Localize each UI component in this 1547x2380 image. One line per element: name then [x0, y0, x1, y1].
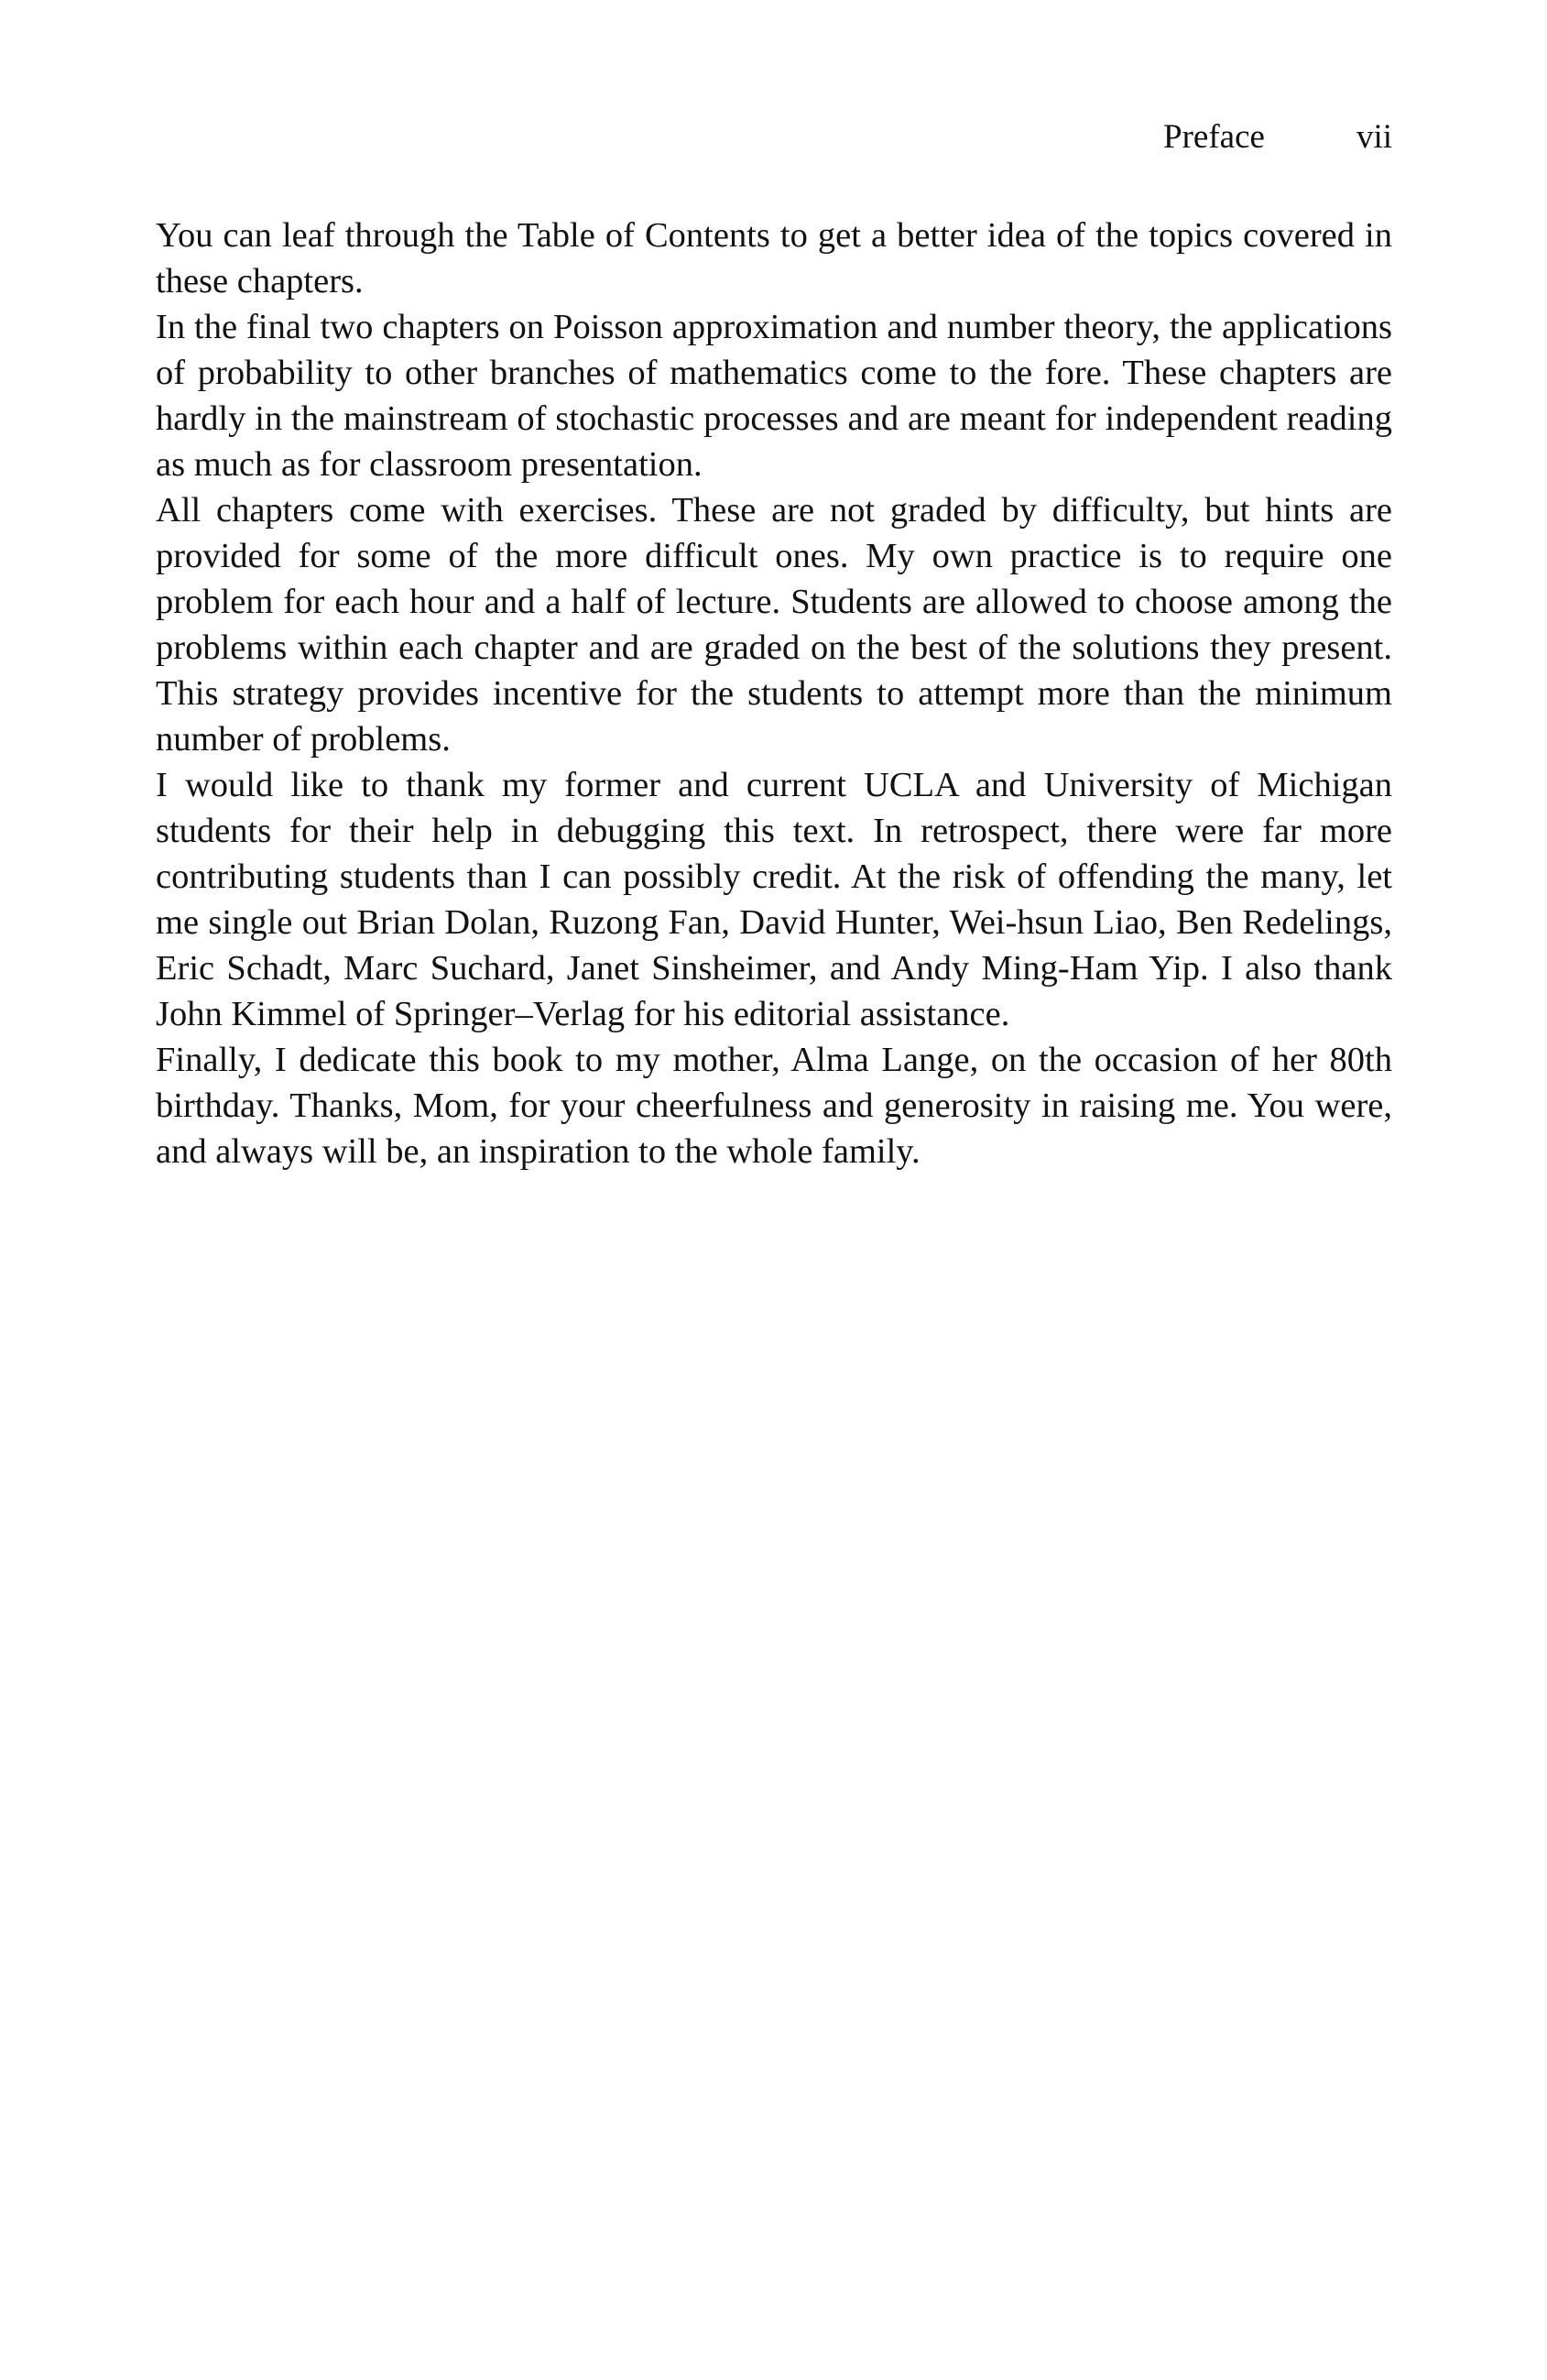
paragraph-table-of-contents: You can leaf through the Table of Contents to get a better idea of the topics covered in these chapters.	[156, 216, 1392, 300]
paragraph-final-chapters: In the final two chapters on Poisson approximation and number theory, the applications of probability to other branches of mathematics come to the fore. These chapters are hardly in the mainstream of stochastic processes and are meant for independent reading as much as for classroom presentation.	[156, 308, 1392, 484]
paragraph-exercises: All chapters come with exercises. These are not graded by difficulty, but hints are provided for some of the more difficult ones. My own practice is to require one problem for each hour and a half of lecture. Students are allowed to choose among the problems within each chapter and are graded on the best of the solutions they present. This strategy provides incentive for the students to attempt more than the minimum number of problems.	[156, 491, 1392, 759]
paragraph-acknowledgments: I would like to thank my former and current UCLA and University of Michigan students for their help in debugging this text. In retrospect, there were far more contributing students than I can possibly credit. At the risk of offending the many, let me single out Brian Dolan, Ruzong Fan, David Hunter, Wei-hsun Liao, Ben Redelings, Eric Schadt, Marc Suchard, Janet Sinsheimer, and Andy Ming-Ham Yip. I also thank John Kimmel of Springer–Verlag for his editorial assistance.	[156, 766, 1392, 1033]
running-head	[1163, 117, 1392, 158]
page-number: vii	[1356, 118, 1392, 156]
running-head-section: Preface	[1163, 118, 1265, 156]
preface-body	[156, 213, 1392, 1174]
paragraph-dedication: Finally, I dedicate this book to my mother, Alma Lange, on the occasion of her 80th birthday. Thanks, Mom, for your cheerfulness and generosity in raising me. You were, and always will be, an inspiration to the whole family.	[156, 1041, 1392, 1171]
